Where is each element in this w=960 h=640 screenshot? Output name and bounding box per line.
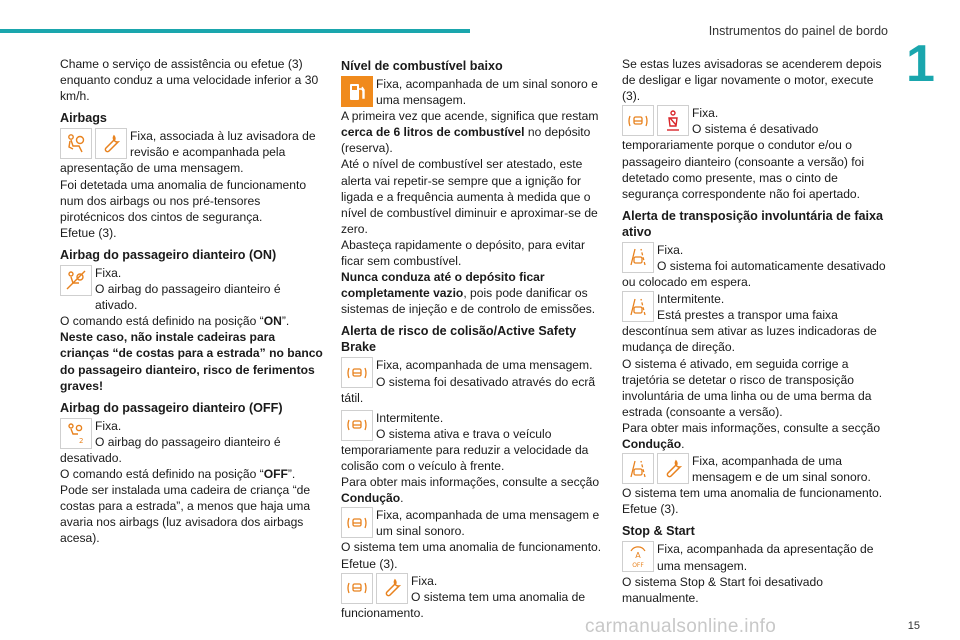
stop-start-block bbox=[622, 541, 886, 573]
airbag-off-icon-block bbox=[60, 418, 325, 450]
collision-block-b bbox=[341, 410, 604, 442]
lane-n1: Fixa, acompanhada de uma mensagem e de um sinal sonoro. bbox=[692, 454, 871, 485]
lane-n3: Efetue (3). bbox=[622, 502, 679, 517]
collision-block-d bbox=[341, 573, 604, 605]
fuel-heading: Nível de combustível baixo bbox=[341, 59, 503, 73]
collision-c2: O sistema tem uma anomalia de funcionamento. bbox=[341, 540, 602, 555]
airbags-text-4: Efetue (3). bbox=[60, 225, 117, 240]
airbag-off-text-1: Fixa. bbox=[95, 418, 122, 433]
seatbelt-s2: O sistema é desativado bbox=[692, 122, 819, 137]
fuel-text-2 bbox=[341, 108, 604, 156]
airbag-on-text-3a: O comando está definido na posição “ bbox=[60, 314, 264, 329]
lane-departure-icon bbox=[622, 291, 654, 322]
airbags-icon-block bbox=[60, 128, 325, 160]
airbag-off-text-5: Pode ser instalada uma cadeira de criança “de costas para a estrada”, a menos que haja uma avaria nos airbags (luz avisadora dos airbags acesa). bbox=[60, 483, 311, 546]
passenger-airbag-on-icon bbox=[60, 265, 92, 296]
lane-m2: Está prestes a transpor uma faixa bbox=[657, 308, 838, 323]
airbag-on-text-3c: ”. bbox=[281, 314, 290, 329]
fuel-icon-block bbox=[341, 76, 604, 108]
lane-m4: O sistema é ativado, em seguida corrige a trajetória se detetar o risco de transposição involuntária de uma linha ou de uma berma da estrada (consoante a versão). bbox=[622, 356, 872, 419]
fuel-text-5 bbox=[341, 269, 604, 317]
airbag-on-heading: Airbag do passageiro dianteiro (ON) bbox=[60, 247, 277, 262]
collision-d3: funcionamento. bbox=[341, 605, 424, 620]
column-1 bbox=[60, 56, 325, 546]
lane-departure-icon bbox=[622, 242, 654, 273]
airbag-off-position bbox=[60, 466, 325, 482]
fuel-warning: Nunca conduza até o depósito ficar completamente vazio bbox=[341, 270, 545, 301]
seatbelt-intro: Se estas luzes avisadoras se acenderem depois de desligar e ligar novamente o motor, execute (3). bbox=[622, 57, 882, 104]
collision-reference bbox=[341, 490, 604, 506]
airbag-on-text-1: Fixa. bbox=[95, 265, 122, 280]
fuel-text-4: Abasteça rapidamente o depósito, para evitar ficar sem combustível. bbox=[341, 237, 586, 269]
lane-block-n bbox=[622, 453, 886, 485]
column-2 bbox=[341, 56, 604, 621]
collision-b6: . bbox=[400, 491, 404, 506]
airbag-on-icon-block bbox=[60, 265, 325, 313]
collision-alert-icon bbox=[341, 357, 373, 388]
collision-alert-icon bbox=[622, 105, 654, 136]
lane-m1: Intermitente. bbox=[657, 292, 725, 307]
page-number: 15 bbox=[907, 620, 920, 632]
service-wrench-icon bbox=[95, 128, 127, 159]
collision-b3: temporariamente para reduzir a velocidade da colisão com o veículo à frente. bbox=[341, 442, 589, 473]
airbag-on-text-2: O airbag do passageiro dianteiro é ativado. bbox=[95, 282, 281, 313]
lane-block-m bbox=[622, 291, 886, 323]
airbag-on-position bbox=[60, 313, 325, 329]
airbag-on-warning: Neste caso, não instale cadeiras para crianças “de costas para a estrada” no banco do passageiro dianteiro, risco de ferimentos graves! bbox=[60, 330, 323, 393]
lane-reference bbox=[622, 436, 886, 452]
lane-l1: Fixa. bbox=[657, 242, 684, 257]
collision-b2: O sistema ativa e trava o veículo bbox=[376, 426, 552, 441]
header-accent-bar bbox=[0, 29, 470, 33]
lane-m5: Para obter mais informações, consulte a secção bbox=[622, 420, 881, 435]
lane-section-ref: Condução bbox=[622, 436, 682, 451]
airbags-text-1: Fixa, associada à luz avisadora de revisão e acompanhada pela bbox=[130, 129, 316, 160]
airbag-off-text-3: desativado. bbox=[60, 450, 122, 465]
stop-start-t2: O sistema Stop & Start foi desativado manualmente. bbox=[622, 574, 823, 605]
lane-m3: descontínua sem ativar as luzes indicadoras de mudança de direção. bbox=[622, 324, 877, 355]
fuel-text-3: Até o nível de combustível ser atestado, este alerta vai repetir-se sempre que a ignição for ligada e a frequência aumenta à medida que o nível de combustível diminuir e aproximar-se de zero. bbox=[341, 157, 598, 236]
stop-start-icon-letter: A bbox=[635, 550, 641, 560]
collision-heading: Alerta de risco de colisão/Active Safety Brake bbox=[341, 324, 577, 355]
collision-alert-icon bbox=[341, 573, 373, 604]
fuel-pump-icon bbox=[341, 76, 373, 107]
collision-c1: Fixa, acompanhada de uma mensagem e um sinal sonoro. bbox=[376, 508, 600, 539]
collision-block-c bbox=[341, 507, 604, 539]
passenger-airbag-off-icon bbox=[60, 418, 92, 449]
service-wrench-icon bbox=[657, 453, 689, 484]
airbag-off-text-4c: ”. bbox=[287, 466, 296, 481]
airbag-on-keyword: ON bbox=[263, 314, 282, 329]
stop-start-t1: Fixa, acompanhada da apresentação de uma mensagem. bbox=[657, 542, 874, 573]
airbags-heading: Airbags bbox=[60, 111, 107, 126]
lane-departure-icon bbox=[622, 453, 654, 484]
airbags-text-3: Foi detetada uma anomalia de funcionamento num dos airbags ou nos pré-tensores pirotécnicos dos cintos de segurança. bbox=[60, 177, 307, 224]
collision-alert-icon bbox=[341, 507, 373, 538]
stop-start-icon-label: OFF bbox=[632, 561, 644, 569]
stop-start-heading: Stop & Start bbox=[622, 524, 695, 539]
collision-b1: Intermitente. bbox=[376, 410, 444, 425]
collision-block-a bbox=[341, 357, 604, 389]
collision-b4: Para obter mais informações, consulte a secção bbox=[341, 475, 600, 490]
seatbelt-s3: temporariamente porque o condutor e/ou o passageiro dianteiro (consoante a versão) foi detetado como presente, mas o cinto de segurança correspondente não foi apertado. bbox=[622, 138, 865, 201]
collision-a3: tátil. bbox=[341, 390, 364, 405]
fuel-text-1: Fixa, acompanhada de um sinal sonoro e uma mensagem. bbox=[376, 77, 598, 108]
stop-start-off-icon bbox=[622, 541, 654, 572]
fuel-text-2a: A primeira vez que acende, significa que restam bbox=[341, 109, 599, 124]
watermark: carmanualsonline.info bbox=[585, 616, 777, 637]
fuel-text-5b: , pois pode danificar os sistemas de injeção e de controlo de emissões. bbox=[341, 286, 596, 317]
seatbelt-off-icon bbox=[657, 105, 689, 136]
lane-l3: ou colocado em espera. bbox=[622, 275, 752, 290]
airbag-off-keyword: OFF bbox=[263, 466, 288, 481]
collision-alert-icon bbox=[341, 410, 373, 441]
service-wrench-icon bbox=[376, 573, 408, 604]
seatbelt-s1: Fixa. bbox=[692, 106, 719, 121]
seatbelt-icon-block bbox=[622, 105, 886, 137]
chapter-number: 1 bbox=[906, 35, 935, 93]
lane-block-l bbox=[622, 242, 886, 274]
airbag-off-text-4a: O comando está definido na posição “ bbox=[60, 466, 264, 481]
column-3 bbox=[622, 56, 886, 606]
page-header-title: Instrumentos do painel de bordo bbox=[708, 24, 888, 38]
collision-d2: O sistema tem uma anomalia de bbox=[411, 589, 586, 604]
collision-d1: Fixa. bbox=[411, 573, 438, 588]
airbag-warning-icon bbox=[60, 128, 92, 159]
lane-heading: Alerta de transposição involuntária de faixa ativo bbox=[622, 208, 884, 239]
intro-text: Chame o serviço de assistência ou efetue (3) enquanto conduz a uma velocidade inferior a 30 km/h. bbox=[60, 57, 319, 104]
airbag-off-heading: Airbag do passageiro dianteiro (OFF) bbox=[60, 400, 283, 415]
lane-n2: O sistema tem uma anomalia de funcionamento. bbox=[622, 486, 883, 501]
fuel-text-2c: no depósito (reserva). bbox=[341, 125, 591, 156]
svg-text:2: 2 bbox=[79, 437, 84, 446]
collision-a2: O sistema foi desativado através do ecrã bbox=[376, 374, 596, 389]
fuel-reserve-amount: cerca de 6 litros de combustível bbox=[341, 125, 525, 140]
collision-a1: Fixa, acompanhada de uma mensagem. bbox=[376, 358, 593, 373]
lane-m7: . bbox=[681, 436, 685, 451]
collision-section-ref: Condução bbox=[341, 491, 401, 506]
lane-l2: O sistema foi automaticamente desativado bbox=[657, 258, 886, 273]
airbags-text-2: apresentação de uma mensagem. bbox=[60, 161, 244, 176]
collision-c3: Efetue (3). bbox=[341, 556, 398, 571]
airbag-off-text-2: O airbag do passageiro dianteiro é bbox=[95, 434, 281, 449]
